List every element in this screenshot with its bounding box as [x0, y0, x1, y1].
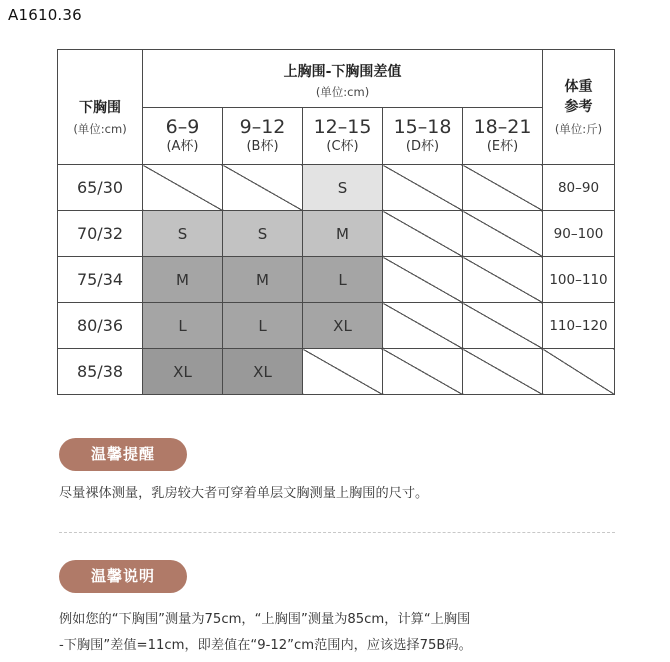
weight-value: 110–120	[543, 303, 615, 349]
weight-header-line1: 体重	[564, 79, 593, 95]
empty-cell	[383, 165, 463, 211]
size-cell: M	[223, 257, 303, 303]
cup-label: (D杯)	[405, 138, 440, 154]
explain-label: 温馨说明	[59, 560, 187, 593]
size-chart-table	[57, 49, 615, 395]
size-cell: S	[303, 165, 383, 211]
under-bust-value: 75/34	[58, 257, 143, 303]
weight-value: 80–90	[543, 165, 615, 211]
cup-range: 12–15	[313, 115, 372, 138]
empty-cell	[223, 165, 303, 211]
weight-header-line2: 参考	[564, 99, 593, 115]
empty-cell	[383, 257, 463, 303]
size-cell: M	[303, 211, 383, 257]
tip-label: 温馨提醒	[59, 438, 187, 471]
explain-line1: 例如您的“下胸围”测量为75cm，“上胸围”测量为85cm，计算“上胸围	[59, 612, 471, 627]
size-cell: L	[303, 257, 383, 303]
size-cell: L	[223, 303, 303, 349]
cup-header-c	[303, 107, 383, 165]
size-cell: XL	[143, 349, 223, 395]
weight-value: 90–100	[543, 211, 615, 257]
empty-cell	[463, 303, 543, 349]
size-cell: S	[223, 211, 303, 257]
empty-cell	[463, 349, 543, 395]
diff-unit: (单位:cm)	[315, 84, 370, 99]
diff-header-cell	[143, 50, 543, 108]
size-cell: M	[143, 257, 223, 303]
table-row	[58, 349, 615, 395]
cup-range: 6–9	[165, 115, 200, 138]
weight-header-cell	[543, 50, 615, 165]
cup-range: 15–18	[393, 115, 452, 138]
cup-label: (E杯)	[486, 138, 519, 154]
empty-cell	[383, 303, 463, 349]
under-bust-header: 下胸围	[79, 100, 121, 116]
empty-cell	[463, 257, 543, 303]
size-cell: L	[143, 303, 223, 349]
tip-text: 尽量裸体测量，乳房较大者可穿着单层文胸测量上胸围的尺寸。	[59, 486, 429, 501]
cup-label: (B杯)	[246, 138, 279, 154]
diff-header: 上胸围-下胸围差值	[283, 63, 402, 80]
divider	[59, 532, 615, 533]
cup-header-d	[383, 107, 463, 165]
under-bust-unit: (单位:cm)	[73, 122, 127, 136]
cup-label: (A杯)	[166, 138, 199, 154]
empty-cell	[463, 165, 543, 211]
size-cell: S	[143, 211, 223, 257]
table-row	[58, 303, 615, 349]
cup-range: 9–12	[239, 115, 286, 138]
empty-cell	[383, 211, 463, 257]
product-code: A1610.36	[8, 6, 82, 24]
empty-cell	[543, 349, 615, 395]
cup-range: 18–21	[473, 115, 532, 138]
empty-cell	[303, 349, 383, 395]
table-row	[58, 165, 615, 211]
under-bust-value: 80/36	[58, 303, 143, 349]
empty-cell	[383, 349, 463, 395]
weight-value: 100–110	[543, 257, 615, 303]
under-bust-value: 70/32	[58, 211, 143, 257]
under-bust-value: 65/30	[58, 165, 143, 211]
cup-header-b	[223, 107, 303, 165]
size-cell: XL	[223, 349, 303, 395]
table-row	[58, 211, 615, 257]
table-row	[58, 257, 615, 303]
weight-unit: (单位:斤)	[554, 122, 603, 136]
size-cell: XL	[303, 303, 383, 349]
under-bust-header-cell	[58, 50, 143, 165]
under-bust-value: 85/38	[58, 349, 143, 395]
cup-header-e	[463, 107, 543, 165]
explain-line2: -下胸围”差值=11cm，即差值在“9-12”cm范围内，应该选择75B码。	[59, 638, 472, 653]
empty-cell	[143, 165, 223, 211]
empty-cell	[463, 211, 543, 257]
cup-header-a	[143, 107, 223, 165]
cup-label: (C杯)	[326, 138, 359, 154]
